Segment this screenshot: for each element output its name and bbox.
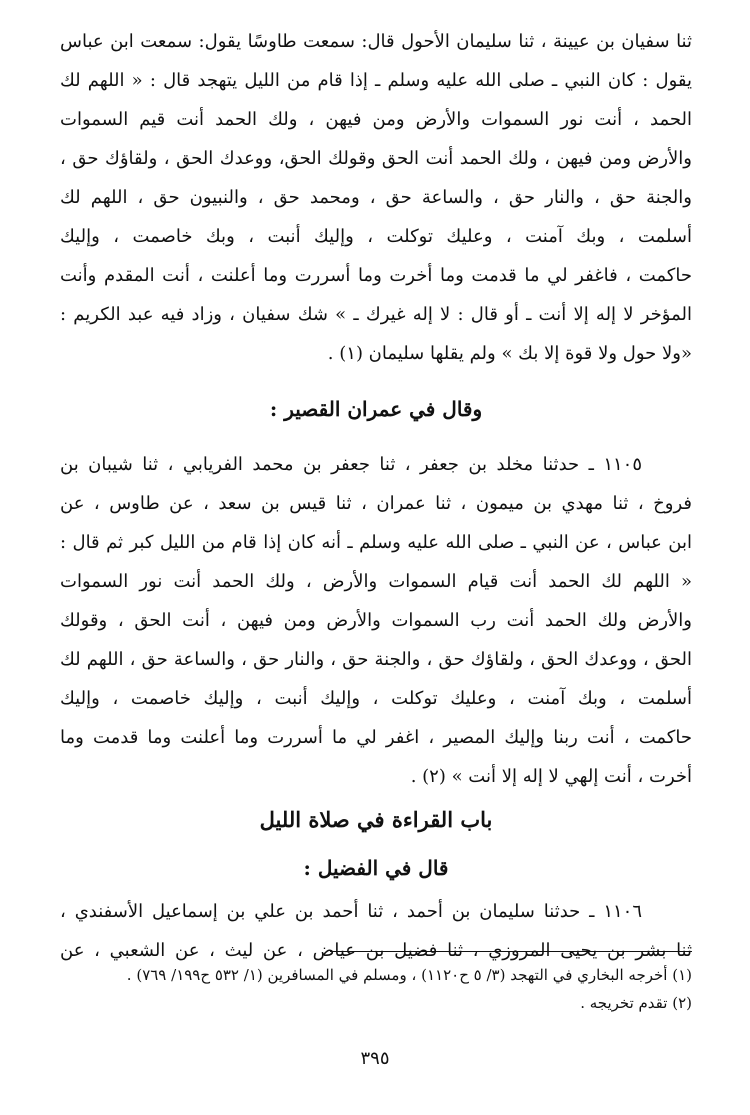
text-line: والأرض ومن فيهن ، ولك الحمد أنت الحق وقولك الحق، ووعدك الحق ، ولقاؤك حق ، — [60, 148, 692, 169]
text-block-3 — [60, 892, 692, 970]
text-line: أسلمت ، وبك آمنت ، وعليك توكلت ، وإليك أنبت ، وبك خاصمت ، وإليك — [60, 226, 692, 247]
text-block-2 — [60, 445, 692, 796]
page-body — [60, 22, 692, 970]
text-line: أخرت ، أنت إلهي لا إله إلا أنت » (٢) . — [410, 766, 692, 787]
section-heading: قال في الفضيل : — [303, 856, 449, 880]
section-heading: وقال في عمران القصير : — [269, 397, 483, 421]
text-line: حاكمت ، فاغفر لي ما قدمت وما أخرت وما أسررت وما أعلنت ، أنت المقدم وأنت — [60, 265, 692, 286]
text-line: ابن عباس ، عن النبي ـ صلى الله عليه وسلم ـ أنه كان إذا قام من الليل كبر ثم قال : — [60, 532, 692, 553]
text-line: أسلمت ، وبك آمنت ، وعليك توكلت ، وإليك أنبت ، وإليك خاصمت ، وإليك — [60, 688, 692, 709]
footnote-2: (٢) تقدم تخريجه . — [580, 994, 692, 1012]
text-line: الحق ، ووعدك الحق ، ولقاؤك حق ، والجنة حق ، والنار حق ، والساعة حق ، اللهم لك — [60, 649, 692, 670]
text-line: « اللهم لك الحمد أنت قيام السموات والأرض ، ولك الحمد أنت نور السموات — [60, 571, 692, 592]
text-line: والأرض ولك الحمد أنت رب السموات والأرض ومن فيهن ، أنت الحق ، وقولك — [60, 610, 692, 631]
text-line: ١١٠٥ ـ حدثنا مخلد بن جعفر ، ثنا جعفر بن محمد الفريابي ، ثنا شيبان بن — [60, 454, 642, 475]
text-line: الحمد ، أنت نور السموات والأرض ومن فيهن ، ولك الحمد أنت قيم السموات — [60, 109, 692, 130]
text-line: والجنة حق ، والنار حق ، والساعة حق ، ومحمد حق ، والنبيون حق ، اللهم لك — [60, 187, 692, 208]
text-line: يقول : كان النبي ـ صلى الله عليه وسلم ـ إذا قام من الليل يتهجد قال : « اللهم لك — [60, 70, 692, 91]
page-number: ٣٩٥ — [360, 1048, 390, 1069]
text-line: ثنا بشر بن يحيى المروزي ، ثنا فضيل بن عياض ، عن ليث ، عن الشعبي ، عن — [60, 940, 692, 961]
text-line: ثنا سفيان بن عيينة ، ثنا سليمان الأحول قال: سمعت طاوسًا يقول: سمعت ابن عباس — [60, 31, 692, 52]
text-line: «ولا حول ولا قوة إلا بك » ولم يقلها سليمان (١) . — [327, 343, 692, 364]
chapter-heading: باب القراءة في صلاة الليل — [259, 807, 493, 832]
text-line: ١١٠٦ ـ حدثنا سليمان بن أحمد ، ثنا أحمد بن علي بن إسماعيل الأسفندي ، — [60, 901, 642, 922]
text-line: فروخ ، ثنا مهدي بن ميمون ، ثنا عمران ، ثنا قيس بن سعد ، عن طاوس ، عن — [60, 493, 692, 514]
text-line: المؤخر لا إله إلا أنت ـ أو قال : لا إله غيرك ـ » شك سفيان ، وزاد فيه عبد الكريم : — [60, 304, 692, 325]
footnote-1: (١) أخرجه البخاري في التهجد (٣/ ٥ ح١١٢٠) ، ومسلم في المسافرين (١/ ٥٣٢ ح١٩٩/ ٧٦٩) . — [126, 966, 692, 984]
footnote-divider — [330, 951, 692, 952]
text-line: حاكمت ، أنت ربنا وإليك المصير ، اغفر لي ما أسررت وما أعلنت وما قدمت وما — [60, 727, 692, 748]
text-block-1 — [60, 22, 692, 373]
